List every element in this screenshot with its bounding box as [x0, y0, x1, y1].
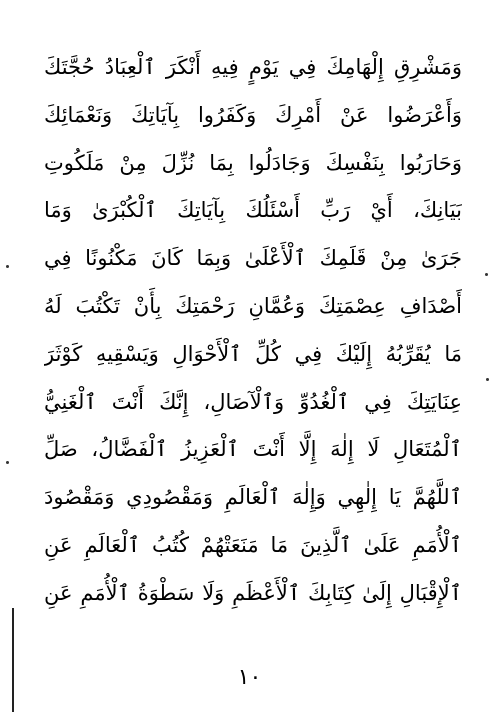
text-line-5: جَرَىٰ مِنْ قَلَمِكَ ٱلْأَعْلَىٰ وَبِمَا كَانَ مَكْنُونًا فِي [44, 246, 462, 271]
page-number: ١٠ [237, 665, 262, 690]
text-line-2: وَأَعْرَضُوا عَنْ أَمْرِكَ وَكَفَرُوا بِآيَاتِكَ وَنَعْمَائِكَ [44, 102, 462, 127]
text-line-11: ٱلْأُمَمِ عَلَىٰ ٱلَّذِينَ مَا مَنَعَتْهُمْ كُتُبُ ٱلْعَالَمِ عَنِ [44, 532, 462, 557]
text-line-3: وَحَارَبُوا بِنَفْسِكَ وَجَادَلُوا بِمَا نُزِّلَ مِنْ مَلَكُوتِ [44, 150, 462, 175]
scan-edge-line [12, 608, 14, 712]
scan-speck [6, 265, 9, 268]
text-line-6: أَصْدَافِ عِصْمَتِكَ وَعُمَّانِ رَحْمَتِكَ بِأَنْ تَكْتُبَ لَهُ [44, 293, 462, 318]
scan-speck [486, 378, 489, 381]
text-line-4: بَيَانِكَ، أَيْ رَبِّ أَسْئَلُكَ بِآيَاتِكَ ٱلْكُبْرَىٰ وَمَا [44, 198, 462, 223]
text-line-1: وَمَشْرِقِ إِلْهَامِكَ فِي يَوْمٍ فِيهِ أَنْكَرَ ٱلْعِبَادُ حُجَّتَكَ [44, 55, 462, 79]
text-line-10: ٱللَّهُمَّ يَا إِلٰهِي وَإِلٰهَ ٱلْعَالَمِ وَمَقْصُودِي وَمَقْصُودَ [44, 485, 462, 510]
scan-speck [485, 273, 488, 276]
text-line-9: ٱلْمُتَعَالِ لَا إِلٰهَ إِلَّا أَنْتَ ٱلْعَزِيزُ ٱلْفَضَّالُ، صَلِّ [44, 437, 462, 462]
text-line-7: مَا يُقَرِّبُهُ إِلَيْكَ فِي كُلِّ ٱلْأَحْوَالِ وَيَسْقِيهِ كَوْثَرَ [44, 341, 462, 366]
scan-speck [6, 461, 9, 464]
text-line-12: ٱلْإِقْبَالِ إِلَىٰ كِتَابِكَ ٱلْأَعْظَمِ وَلَا سَطْوَةُ ٱلْأُمَمِ عَنِ [44, 580, 462, 605]
page-text-body [44, 44, 462, 618]
text-line-8: عِنَايَتِكَ فِي ٱلْغُدُوِّ وَٱلْآصَالِ، إِنَّكَ أَنْتَ ٱلْغَنِيُّ [44, 389, 462, 414]
